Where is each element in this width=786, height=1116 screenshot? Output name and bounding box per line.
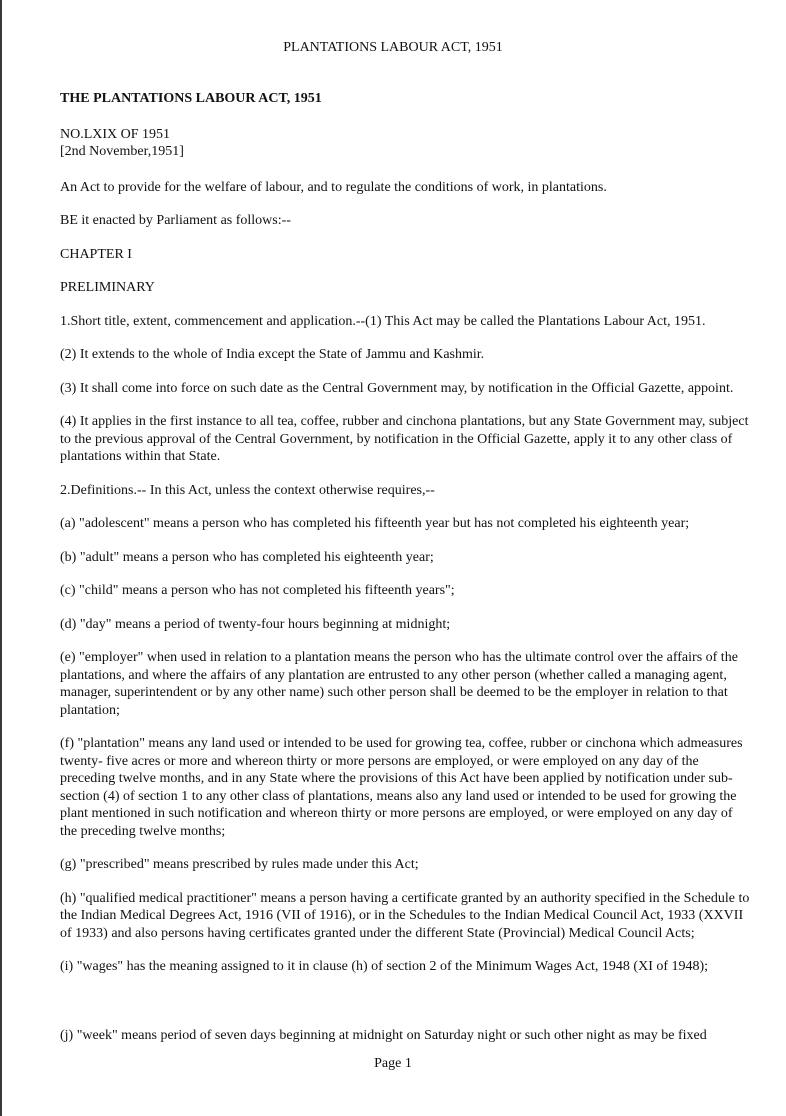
page-number: Page 1 [374, 1056, 412, 1071]
running-header: PLANTATIONS LABOUR ACT, 1951 [283, 40, 503, 55]
paragraph: 2.Definitions.-- In this Act, unless the context otherwise requires,-- [60, 482, 435, 498]
paragraph: (e) "employer" when used in relation to a plantation means the person who has the ultimate control over the affairs of the plantations, and where the affairs of any plantation are entrusted to any other person (whether called a managing agent, manager, superintendent or by any other name) such other person shall be deemed to be the employer in relation to that plantation; [60, 650, 738, 718]
truncated-line [60, 1027, 750, 1043]
paragraph: (c) "child" means a person who has not completed his fifteenth years"; [60, 583, 455, 598]
document-title: THE PLANTATIONS LABOUR ACT, 1951 [60, 91, 322, 106]
paragraph: (a) "adolescent" means a person who has completed his fifteenth year but has not completed his eighteenth year; [60, 516, 690, 531]
paragraph: (i) "wages" has the meaning assigned to it in clause (h) of section 2 of the Minimum Wages Act, 1948 (XI of 1948); [60, 959, 709, 974]
enactment-clause: BE it enacted by Parliament as follows:-- [60, 213, 291, 228]
paragraph: (d) "day" means a period of twenty-four hours beginning at midnight; [60, 616, 451, 632]
paragraph: (b) "adult" means a person who has completed his eighteenth year; [60, 549, 434, 565]
paragraph: (4) It applies in the first instance to all tea, coffee, rubber and cinchona plantations, but any State Government may, subject to the previous approval of the Central Government, by notification in the Official Gazette, apply it to any other class of plantations within that State. [60, 414, 749, 464]
truncated-line-text: (j) "week" means period of seven days beginning at midnight on Saturday night or such other night as may be fixed [60, 1028, 707, 1043]
chapter-title: PRELIMINARY [60, 280, 155, 295]
paragraph: (f) "plantation" means any land used or intended to be used for growing tea, coffee, rubber or cinchona which admeasures twenty- five acres or more and whereon thirty or more persons are employed, or were employed on any day of the preceding twelve months, and in any State where the provisions of this Act have been applied by notification under sub-section (4) of section 1 to any other class of plantations, means also any land used or intended to be used for growing the plant mentioned in such notification and whereon thirty or more persons are employed, or were employed on any day of the preceding twelve months; [60, 736, 743, 839]
act-date: [2nd November,1951] [60, 144, 184, 159]
act-number: NO.LXIX OF 1951 [60, 126, 171, 142]
act-meta [60, 126, 750, 161]
paragraph: (2) It extends to the whole of India except the State of Jammu and Kashmir. [60, 347, 485, 362]
preamble: An Act to provide for the welfare of labour, and to regulate the conditions of work, in plantations. [60, 179, 607, 195]
paragraph: (h) "qualified medical practitioner" means a person having a certificate granted by an authority specified in the Schedule to the Indian Medical Degrees Act, 1916 (VII of 1916), or in the Schedules to the Indian Medical Council Act, 1933 (XXVII of 1933) and also persons having certificates granted under the different State (Provincial) Medical Council Acts; [60, 890, 750, 941]
chapter-heading: CHAPTER I [60, 246, 132, 262]
paragraph: (g) "prescribed" means prescribed by rules made under this Act; [60, 857, 419, 872]
paragraph: 1.Short title, extent, commencement and application.--(1) This Act may be called the Plantations Labour Act, 1951. [60, 313, 706, 329]
page-left-border [0, 0, 2, 1116]
document-body [60, 90, 750, 992]
paragraph: (3) It shall come into force on such date as the Central Government may, by notification in the Official Gazette, appoint. [60, 380, 734, 396]
